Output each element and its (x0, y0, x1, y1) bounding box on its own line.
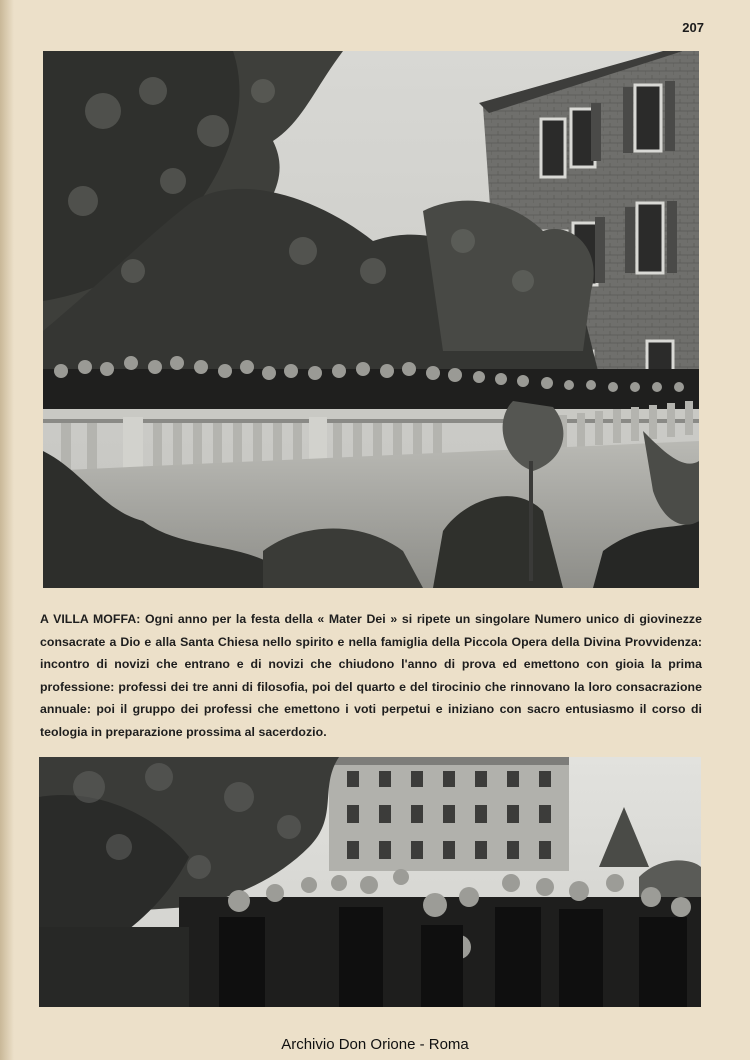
caption-body: Ogni anno per la festa della « Mater Dei » si ripete un singolare Numero unico di giovinezze consacrate a Dio e alla Santa Chiesa nello spirito e nella famiglia della Piccola Opera della Divina Provvidenza: incontro di novizi che entrano e di novizi che chiudono l'anno di prova ed emettono con gioia la prima professione: professi dei tre anni di filosofia, poi del quarto e del tirocinio che rinnovano la loro consacrazione annuale: poi il gruppo dei professi che emettono i voti perpetui e iniziano con sacro entusiasmo il corso di teologia in preparazione prossima al sacerdozio. (40, 612, 702, 739)
page-binding-edge (0, 0, 14, 1060)
courtyard-group-illustration (39, 757, 701, 1007)
caption-lead: A VILLA MOFFA: (40, 612, 141, 626)
terrace-crowd-illustration (43, 51, 699, 588)
page-number: 207 (682, 20, 704, 35)
photo-caption (40, 608, 702, 744)
top-photo (43, 51, 699, 588)
archive-footer: Archivio Don Orione - Roma (281, 1036, 469, 1053)
bottom-photo (39, 757, 701, 1007)
